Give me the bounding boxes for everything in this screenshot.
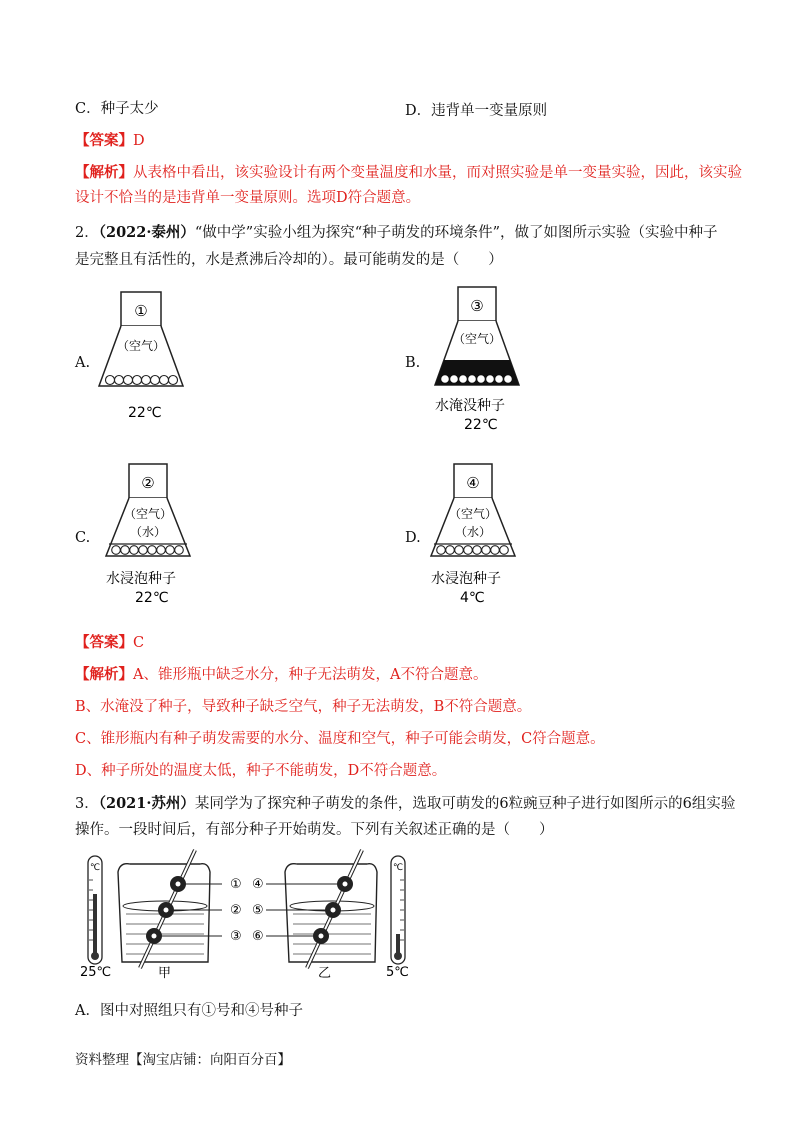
svg-text:⑤: ⑤	[252, 903, 264, 918]
svg-text:25℃: 25℃	[80, 965, 112, 980]
question-source: （2022·泰州）	[98, 224, 195, 241]
q2-option-d-label: D.	[405, 530, 421, 546]
thermometer-left	[88, 856, 102, 964]
answer-label: 【答案】	[75, 132, 133, 149]
svg-text:（空气）: （空气）	[123, 507, 173, 521]
svg-text:4℃: 4℃	[460, 590, 485, 606]
svg-text:（水）: （水）	[129, 525, 167, 539]
svg-text:（空气）: （空气）	[452, 332, 502, 346]
q2-analysis-c: C、锥形瓶内有种子萌发需要的水分、温度和空气，种子可能会萌发，C符合题意。	[75, 731, 605, 747]
question-stem: “做中学”实验小组为探究“种子萌发的环境条件”，做了如图所示实验（实验中种子	[194, 225, 718, 241]
svg-text:③: ③	[470, 297, 484, 315]
flask-figure-c	[103, 460, 223, 610]
q1-analysis-line2: 设计不恰当的是违背单一变量原则。选项D符合题意。	[75, 190, 421, 206]
q2-analysis-d: D、种子所处的温度太低，种子不能萌发，D不符合题意。	[75, 763, 447, 779]
flask-figure-d	[428, 460, 548, 610]
analysis-label: 【解析】	[75, 666, 133, 683]
svg-text:℃: ℃	[90, 863, 101, 873]
q2-analysis-b: B、水淹没了种子，导致种子缺乏空气，种子无法萌发，B不符合题意。	[75, 699, 532, 715]
analysis-text: 从表格中看出，该实验设计有两个变量温度和水量，而对照实验是单一变量实验，因此，该实验	[133, 165, 742, 181]
svg-text:22℃: 22℃	[128, 405, 162, 421]
svg-text:④: ④	[466, 474, 480, 492]
page-footer: 资料整理【淘宝店铺：向阳百分百】	[75, 1052, 291, 1068]
analysis-label: 【解析】	[75, 164, 133, 181]
svg-text:乙: 乙	[318, 966, 332, 981]
q3-stem-line2: 操作。一段时间后，有部分种子开始萌发。下列有关叙述正确的是（ ）	[75, 822, 554, 838]
svg-text:①: ①	[134, 302, 148, 320]
q1-answer	[75, 131, 145, 151]
q3-option-a: A．图中对照组只有①号和④号种子	[75, 1003, 303, 1019]
question-stem: 某同学为了探究种子萌发的条件，选取可萌发的6粒豌豆种子进行如图所示的6组实验	[194, 796, 736, 812]
q2-option-b-label: B.	[405, 355, 421, 371]
q1-option-d: D．违背单一变量原则	[405, 103, 548, 119]
q1-option-c: C．种子太少	[75, 101, 159, 117]
analysis-text: A、锥形瓶中缺乏水分，种子无法萌发，A不符合题意。	[133, 667, 488, 683]
svg-text:水浸泡种子: 水浸泡种子	[431, 571, 501, 587]
question-number: 2．	[75, 225, 99, 241]
svg-text:22℃: 22℃	[464, 417, 498, 433]
svg-text:甲: 甲	[158, 966, 172, 981]
q2-option-c-label: C.	[75, 530, 91, 546]
svg-text:水浸泡种子: 水浸泡种子	[106, 571, 176, 587]
svg-text:⑥: ⑥	[252, 929, 264, 944]
answer-value: D	[133, 133, 145, 149]
q1-analysis-line1	[75, 163, 742, 183]
svg-text:（水）: （水）	[454, 525, 492, 539]
thermometer-right	[391, 856, 405, 964]
beaker-experiment-figure-right	[250, 850, 430, 985]
svg-text:水淹没种子: 水淹没种子	[435, 398, 505, 414]
svg-text:①: ①	[230, 877, 242, 892]
svg-text:②: ②	[230, 903, 242, 918]
svg-text:③: ③	[230, 929, 242, 944]
svg-text:②: ②	[141, 474, 155, 492]
flask-figure-b	[432, 283, 552, 433]
svg-text:℃: ℃	[393, 863, 404, 873]
svg-text:5℃: 5℃	[386, 965, 409, 980]
svg-text:（空气）: （空气）	[448, 507, 498, 521]
question-number: 3．	[75, 796, 99, 812]
q2-stem-line1	[75, 223, 718, 243]
beaker-jia	[118, 850, 242, 968]
q2-answer	[75, 633, 144, 653]
answer-label: 【答案】	[75, 634, 133, 651]
q2-analysis-a	[75, 665, 487, 685]
svg-text:④: ④	[252, 877, 264, 892]
q2-stem-line2: 是完整且有活性的，水是煮沸后冷却的）。最可能萌发的是（ ）	[75, 252, 503, 268]
question-source: （2021·苏州）	[98, 795, 195, 812]
svg-text:（空气）: （空气）	[116, 339, 166, 353]
q2-option-a-label: A.	[75, 355, 91, 371]
beaker-yi	[252, 850, 377, 968]
q3-stem-line1	[75, 794, 735, 814]
svg-text:22℃: 22℃	[135, 590, 169, 606]
answer-value: C	[133, 635, 145, 651]
flask-figure-a	[96, 288, 206, 423]
